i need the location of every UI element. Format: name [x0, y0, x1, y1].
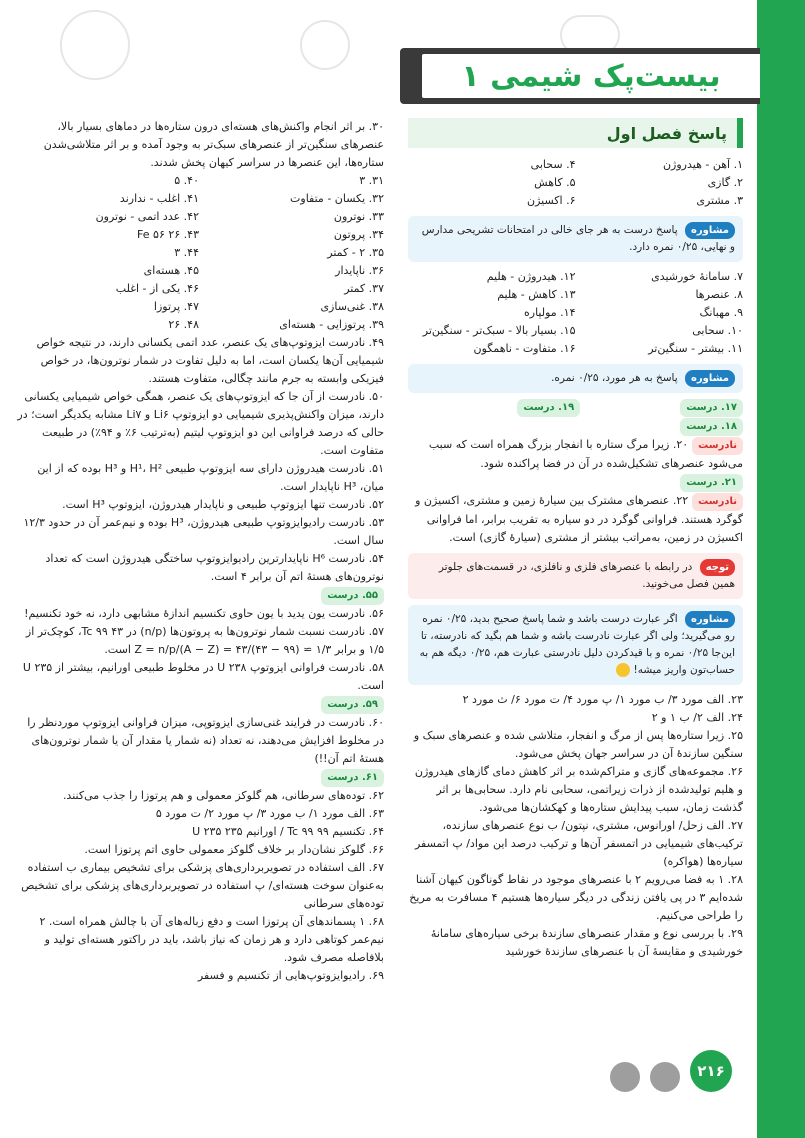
answer: ۱۴. مولپاره [524, 306, 576, 319]
answer-59: ۵۹. درست [321, 696, 384, 714]
advice-tag: مشاوره [685, 222, 735, 239]
answer: ۲۱. درست [680, 474, 743, 492]
left-column [14, 118, 384, 985]
advice-tag: مشاوره [685, 611, 735, 628]
answer: ۱۲. هیدروژن - هلیم [486, 270, 576, 283]
answer: ۶. اکسیژن [527, 194, 576, 207]
decorative-circle [650, 1062, 680, 1092]
answer: ۱۷. درست [680, 399, 743, 417]
answer-56: ۵۶. نادرست یون یدید با یون حاوی تکنسیم اندازهٔ مشابهی دارد، نه خود تکنسیم! [24, 607, 384, 620]
advice-tag: مشاوره [685, 370, 735, 387]
answer: ۳۸. غنی‌سازی [320, 300, 384, 313]
answer-61: ۶۱. درست [321, 769, 384, 787]
answers-grid-left [14, 172, 384, 334]
answer-23: ۲۳. الف مورد ۳/ ب مورد ۱/ پ مورد ۴/ ت مورد ۶/ ث مورد ۲ [462, 693, 743, 706]
answer-62: ۶۲. توده‌های سرطانی، هم گلوکز معمولی و هم پرتوزا را جذب می‌کنند. [62, 789, 384, 802]
answer-25: ۲۵. زیرا ستاره‌ها پس از مرگ و انفجار، متلاشی شده و عنصرهای سبک و سنگین سازندهٔ آن در سراسر جهان پخش می‌شود. [413, 729, 743, 760]
answer: ۴۸. ۲۶ [168, 318, 199, 331]
advice-note [408, 605, 743, 685]
answer: ۳۱. ۳ [359, 174, 384, 187]
answer-30: ۳۰. بر اثر انجام واکنش‌های هسته‌ای درون ستاره‌ها در دماهای بسیار بالا، عنصرهای سنگین‌تر از عنصرهای سبک‌تر به وجود آمده و بر اثر متلاشی‌شدن ستاره‌ها، این عنصرها در سراسر کیهان پخش شدند. [43, 120, 384, 169]
answer: ۴۷. پرتوزا [153, 300, 199, 313]
answer-53: ۵۳. نادرست رادیوایزوتوپ طبیعی هیدروژن، H³ بوده و نیم‌عمر آن در حدود ۱۲/۳ سال است. [23, 516, 384, 547]
answer-60: ۶۰. نادرست در فرایند غنی‌سازی ایزوتوپی، میزان فراوانی ایزوتوپ موردنظر را در مخلوط افزایش می‌دهند، نه تعداد (نه شمار یا مقدار آن یا شمار نوترون‌های هستهٔ اتم آن!!) [27, 716, 384, 765]
answer-50: ۵۰. نادرست از آن جا که ایزوتوپ‌های یک عنصر، همگی خواص شیمیایی یکسانی دارند، میزان واکنش‌پذیری شیمیایی دو ایزوتوپ Li۶ و Li۷ مشابه یکدیگر است؛ در حالی که درصد فراوانی این دو ایزوتوپ لیتیم (به‌ترتیب ۶٪ و ۹۴٪) در طبیعت متفاوت است. [17, 390, 384, 457]
answer: ۴۵. هسته‌ای [143, 264, 199, 277]
answer: ۱۹. درست [517, 399, 580, 417]
section-title: پاسخ فصل اول [408, 118, 743, 148]
answer: ۴۱. اغلب - ندارند [119, 192, 199, 205]
answer-55: ۵۵. درست [321, 587, 384, 605]
answer: ۳۹. پرتوزایی - هسته‌ای [279, 318, 384, 331]
answer: ۱. آهن - هیدروژن [662, 158, 743, 171]
answer: ۱۰. سحابی [692, 324, 743, 337]
answer-26: ۲۶. مجموعه‌های گازی و متراکم‌شده بر اثر کاهش دمای گازهای هیدروژن و هلیم تولیدشده از ذرات زیراتمی، سحابی نام دارد. سحابی‌ها بر اثر گذشت زمان، سبب پیدایش ستاره‌ها و کهکشان‌ها می‌شود. [414, 765, 743, 814]
attention-note [408, 553, 743, 599]
answer: ۱۵. بسیار بالا - سبک‌تر - سنگین‌تر [422, 324, 576, 337]
answers-grid-1 [408, 156, 743, 210]
answers-grid-2 [408, 268, 743, 358]
answer: ۴۴. ۳ [174, 246, 199, 259]
answer: ۱۱. بیشتر - سنگین‌تر [648, 342, 743, 355]
attention-tag: توجه [700, 559, 735, 576]
answer-68: ۶۸. ۱ پسماندهای آن پرتوزا است و دفع زباله‌های آن با چالش همراه است. ۲ نیم‌عمر کوتاهی دارد و هر زمان که نیاز باشد، باید در راکتور هسته‌ای تولید و بلافاصله مصرف شود. [39, 915, 384, 964]
page-number: ۲۱۶ [690, 1050, 732, 1092]
answer: ۹. مهبانگ [699, 306, 743, 319]
answer: ۸. عنصرها [695, 288, 743, 301]
answer: ۴۰. ۵ [174, 174, 199, 187]
answer: ۵. کاهش [534, 176, 576, 189]
answer-64: ۶۴. تکنسیم Tc ۹۹ ۹۹ / اورانیم U ۲۳۵ ۲۳۵ [192, 825, 384, 838]
answer-29: ۲۹. با بررسی نوع و مقدار عنصرهای سازندهٔ برخی سیاره‌های سامانهٔ خورشیدی و مقایسهٔ آن با عنصرهای سازندهٔ خورشید [430, 927, 743, 958]
answer: ۱۸. درست [680, 418, 743, 436]
answer: ۲. گازی [707, 176, 743, 189]
answers-grid-3 [408, 399, 743, 417]
answer: ۴۲. عدد اتمی - نوترون [95, 210, 199, 223]
header-banner [400, 48, 760, 104]
answer-57: ۵۷. نادرست نسبت شمار نوترون‌ها به پروتون‌ها (n/p) در Tc ۹۹ ۴۳، کوچک‌تر از ۱/۵ و برابر ۱/۳ ≃ (۹۹ − ۴۳)/۴۳ = (A − Z)/Z = n/p است. [25, 625, 384, 656]
answer-27: ۲۷. الف زحل/ اورانوس، مشتری، نپتون/ ب نوع عنصرهای سازنده، ترکیب‌های شیمیایی در اتمسفر آن‌ها و ترکیب درصد این مواد/ پ اتمسفر سیاره‌ها (هواکره) [414, 819, 743, 868]
answer-20 [408, 436, 743, 473]
answer: ۴۶. یکی از - اغلب [115, 282, 199, 295]
answer-63: ۶۳. الف مورد ۱/ ب مورد ۳/ پ مورد ۲/ ت مورد ۵ [155, 807, 384, 820]
answer-52: ۵۲. نادرست تنها ایزوتوپ طبیعی و ناپایدار هیدروژن، ایزوتوپ H³ است. [62, 498, 384, 511]
answer: ۳۵. ۲ - کمتر [327, 246, 384, 259]
answer: ۳۳. نوترون [333, 210, 384, 223]
advice-text: پاسخ درست به هر جای خالی در امتحانات تشریحی مدارس و نهایی، ۰/۲۵ نمره دارد. [421, 224, 735, 253]
answer: ۱۶. متفاوت - ناهمگون [473, 342, 576, 355]
right-column [408, 156, 743, 961]
answer-28: ۲۸. ۱ به فضا می‌رویم ۲ با عنصرهای موجود در نقاط گوناگون کیهان آشنا شده‌ایم ۳ در پی یافتن زندگی در دیگر سیاره‌ها هستیم ۴ مسافرت به مریخ را طراحی می‌کنیم. [409, 873, 743, 922]
answer-24: ۲۴. الف ۲/ ب ۱ و ۲ [651, 711, 743, 724]
advice-text: پاسخ به هر مورد، ۰/۲۵ نمره. [551, 372, 678, 384]
answer: ۳۶. ناپایدار [335, 264, 384, 277]
answer-text: ۲۲. عنصرهای مشترک بین سیارهٔ زمین و مشتری، اکسیژن و گوگرد هستند. فراوانی گوگرد در دو سیاره به تقریب برابر، اما فراوانی اکسیژن در زمین، به‌مراتب بیشتر از مشتری (سیارهٔ گازی) است. [415, 494, 743, 544]
answer: ۷. سامانهٔ خورشیدی [651, 270, 743, 283]
answer: ۴. سحابی [530, 158, 576, 171]
false-tag: نادرست [692, 437, 743, 455]
advice-note [408, 364, 743, 393]
answer: ۳. مشتری [696, 194, 743, 207]
decorative-doodle [60, 10, 130, 80]
answer: ۳۲. یکسان - متفاوت [290, 192, 384, 205]
decorative-doodle [300, 20, 350, 70]
side-bar [757, 0, 805, 1138]
answer-22 [408, 492, 743, 547]
answer-text: ۲۰. زیرا مرگ ستاره با انفجار بزرگ همراه است که سبب می‌شود عنصرهای تشکیل‌شده در آن در فضا پراکنده شود. [428, 438, 743, 470]
answer-67: ۶۷. الف استفاده در تصویربرداری‌های پزشکی برای تشخیص بیماری ب استفاده به‌عنوان سوخت هسته‌ای/ پ استفاده در تصویربرداری‌های پزشکی برای تشخیص توده‌های سرطانی [21, 861, 384, 910]
answer-54: ۵۴. نادرست H⁶ ناپایدارترین رادیوایزوتوپ ساختگی هیدروژن است که تعداد نوترون‌های هستهٔ اتم آن برابر ۴ است. [45, 552, 384, 583]
answer-58: ۵۸. نادرست فراوانی ایزوتوپ U ۲۳۸ در مخلوط طبیعی اورانیم، بیشتر از U ۲۳۵ است. [22, 661, 384, 692]
advice-note [408, 216, 743, 262]
answer: ۱۳. کاهش - هلیم [497, 288, 576, 301]
banner-title: بیست‌پک شیمی ۱ [461, 58, 721, 94]
false-tag: نادرست [692, 493, 743, 511]
advice-text: اگر عبارت درست باشد و شما پاسخ صحیح بدید، ۰/۲۵ نمره رو می‌گیرید؛ ولی اگر عبارت نادرست باشه و شما هم بگید که نادرسته، تا این‌جا ۰/۲۵ نمره و با قیدکردن دلیل نادرستی عبارت هم، ۰/۲۵ دیگه هم به حساب‌تون واریز میشه! [419, 613, 735, 676]
answer: ۳۴. پروتون [333, 228, 384, 241]
answer: ۴۳. Fe ۵۶ ۲۶ [137, 228, 199, 241]
smiley-icon [616, 663, 630, 677]
answer-49: ۴۹. نادرست ایزوتوپ‌های یک عنصر، عدد اتمی یکسانی دارند، در نتیجه خواص شیمیایی آن‌ها یکسان است، اما به دلیل تفاوت در شمار نوترون‌ها، در خواص فیزیکی وابسته به جرم مانند چگالی، متفاوت هستند. [36, 336, 384, 385]
answer-51: ۵۱. نادرست هیدروژن دارای سه ایزوتوپ طبیعی H¹، H² و H³ بوده که از این میان، H³ ناپایدار است. [37, 462, 384, 493]
answer-69: ۶۹. رادیوایزوتوپ‌هایی از تکنسیم و فسفر [197, 969, 384, 982]
attention-text: در رابطه با عنصرهای فلزی و نافلزی، در قسمت‌های جلوتر همین فصل می‌خونید. [438, 561, 735, 590]
answer: ۳۷. کمتر [344, 282, 384, 295]
answer-66: ۶۶. گلوکز نشان‌دار بر خلاف گلوکز معمولی حاوی اتم پرتوزا است. [84, 843, 384, 856]
decorative-circle [610, 1062, 640, 1092]
